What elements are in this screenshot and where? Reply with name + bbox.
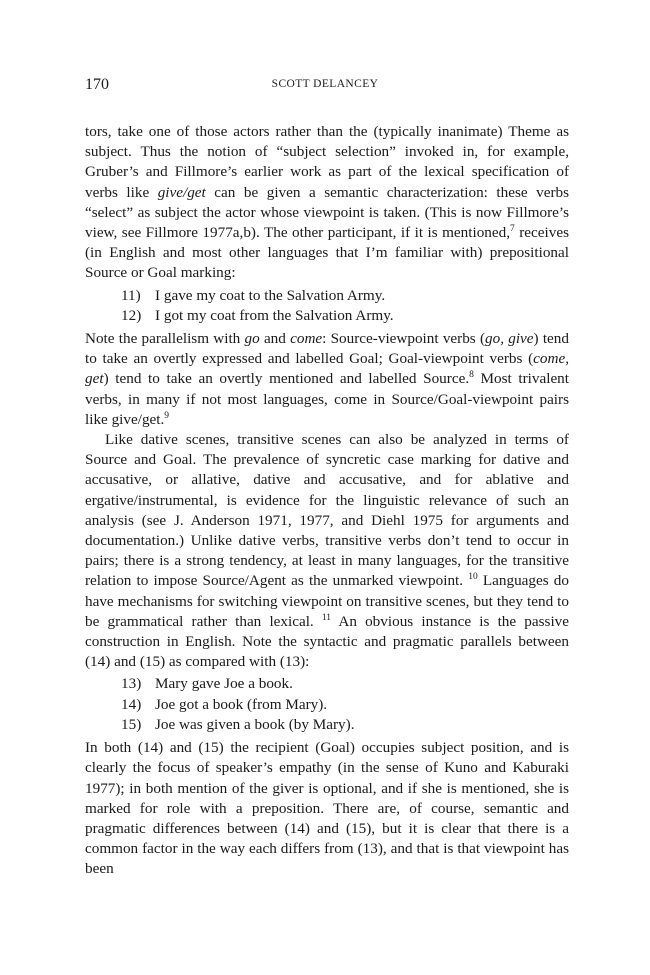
- footnote-ref: 10: [468, 572, 478, 583]
- text-run: An obvious instance is the passive construction in English. Note the syntactic and pragmatic parallels between (14) and (15) as compared with (13):: [85, 612, 569, 671]
- page-header: [85, 76, 565, 98]
- example-item: [85, 286, 569, 306]
- example-sentence: I gave my coat to the Salvation Army.: [155, 286, 386, 304]
- example-number: 11): [121, 286, 141, 304]
- example-number: 14): [121, 695, 142, 713]
- text-run: : Source-viewpoint verbs (: [322, 330, 486, 348]
- example-list: [85, 674, 569, 735]
- footnote-ref: 11: [321, 612, 332, 623]
- text-run: Languages do have mechanisms for switching viewpoint on transitive scenes, but they tend to be grammatical rather than lexical.: [85, 572, 569, 630]
- example-item: [85, 306, 569, 326]
- paragraph: [85, 329, 569, 430]
- italic-text: give/get: [157, 183, 206, 201]
- example-item: [85, 715, 569, 735]
- italic-text: go: [244, 330, 260, 348]
- footnote-ref: 8: [469, 370, 474, 381]
- paragraph: [85, 738, 569, 879]
- page-number: 170: [85, 76, 109, 93]
- example-sentence: Joe was given a book (by Mary).: [155, 715, 355, 733]
- text-run: ) tend to take an overtly mentioned and labelled Source.: [103, 370, 470, 388]
- example-item: [85, 695, 569, 715]
- example-item: [85, 674, 569, 694]
- example-number: 15): [121, 715, 142, 733]
- text-run: and: [259, 330, 291, 348]
- text-run: Like dative scenes, transitive scenes can also be analyzed in terms of Source and Goal. The prevalence of syncretic case marking for dative and accusative, or allative, dative and accusative, and for ablative and ergative/instrumental, is evidence for the linguistic relevance of such an analysis (see J. Anderson 1971, 1977, and Diehl 1975 for arguments and documentation.) Unlike dative verbs, transitive verbs don’t tend to occur in pairs; there is a strong tendency, at least in many languages, for the transitive relation to impose Source/Agent as the unmarked viewpoint.: [85, 431, 569, 590]
- text-run: can be given a semantic characterization: these verbs “select” as subject the actor whose viewpoint is taken. (This is now Fillmore’s view, see Fillmore 1977a,b). The other participant, if it is mentioned,: [85, 183, 570, 242]
- italic-text: come, get: [85, 350, 569, 388]
- example-number: 12): [121, 306, 142, 324]
- text-run: In both (14) and (15) the recipient (Goal) occupies subject position, and is clearly the focus of speaker’s empathy (in the sense of Kuno and Kaburaki 1977); in both mention of the giver is optional, and if she is mentioned, she is marked for role with a preposition. There are, of course, semantic and pragmatic differences between (14) and (15), but it is clear that there is a common factor in the way each differs from (13), and that is that viewpoint has been: [85, 739, 569, 878]
- example-sentence: Mary gave Joe a book.: [155, 675, 293, 693]
- paragraph: [85, 430, 569, 672]
- paragraph: [85, 122, 569, 284]
- example-sentence: Joe got a book (from Mary).: [155, 695, 328, 713]
- example-sentence: I got my coat from the Salvation Army.: [155, 306, 394, 324]
- text-run: receives (in English and most other languages that I’m familiar with) prepositional Source or Goal marking:: [85, 224, 569, 282]
- example-list: [85, 286, 569, 326]
- text-run: Note the parallelism with: [85, 330, 245, 348]
- footnote-ref: 7: [510, 224, 515, 235]
- text-run: Most trivalent verbs, in many if not most languages, come in Source/Goal-viewpoint pairs like give/get.: [85, 370, 569, 428]
- body-text: [85, 122, 569, 880]
- italic-text: go, give: [485, 330, 534, 348]
- footnote-ref: 9: [164, 410, 170, 421]
- text-run: tors, take one of those actors rather than the (typically inanimate) Theme as subject. Thus the notion of “subject selection” invoked in, for example, Gruber’s and Fillmore’s earlier work as part of the lexical specification of verbs like: [85, 123, 569, 201]
- example-number: 13): [121, 675, 142, 693]
- running-head: SCOTT DELANCEY: [271, 78, 379, 90]
- text-run: ) tend to take an overtly expressed and labelled Goal; Goal-viewpoint verbs (: [85, 330, 569, 368]
- italic-text: come: [290, 330, 323, 348]
